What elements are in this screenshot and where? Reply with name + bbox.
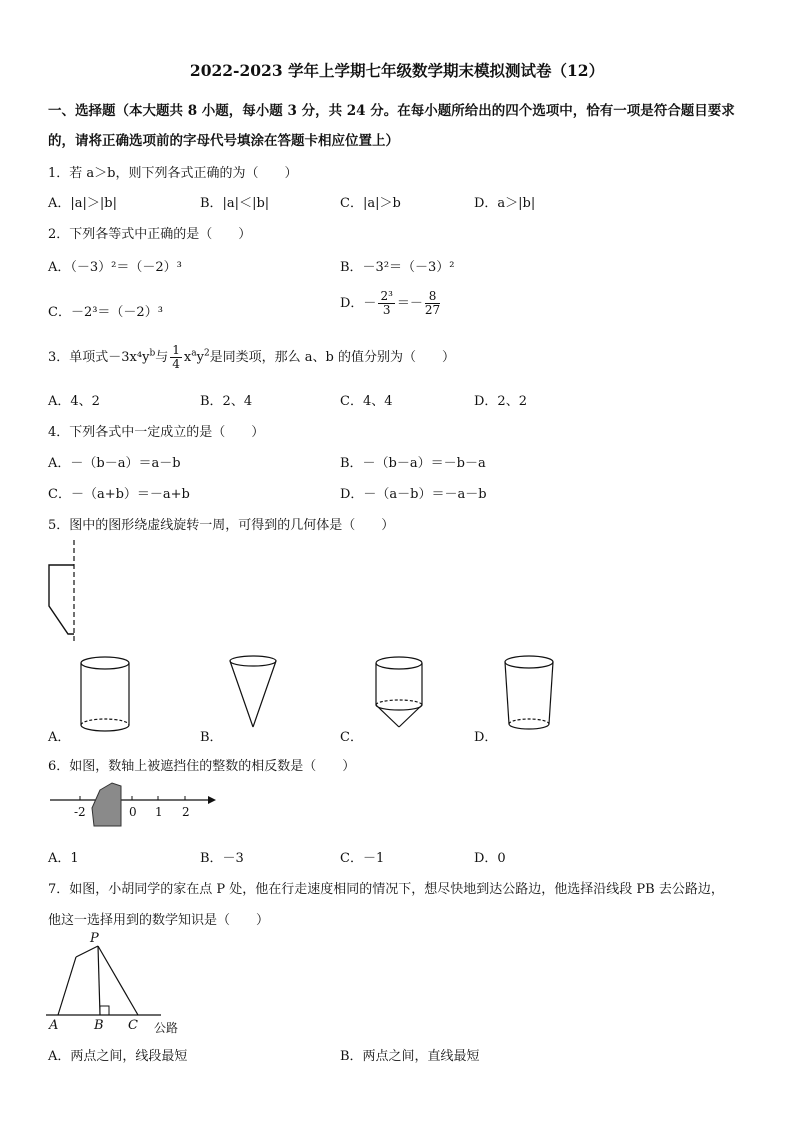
q2-d-den2: 27 — [424, 303, 441, 317]
q3-frac-den: 4 — [172, 357, 180, 371]
q3-option-a[interactable]: A．4、2 — [48, 394, 100, 409]
q2-d-num2: 8 — [425, 290, 440, 304]
q7-label-c: C — [128, 1018, 138, 1033]
q3-option-c[interactable]: C．4、4 — [340, 394, 393, 409]
q2-option-c[interactable]: C．－2³＝（－2）³ — [48, 305, 163, 320]
q7-label-b: B — [94, 1018, 104, 1033]
q6-option-a[interactable]: A．1 — [48, 851, 79, 866]
q5-option-b-cone-icon — [226, 654, 280, 730]
q7-road-figure — [46, 930, 186, 1030]
q3-stem — [48, 344, 455, 371]
page-title: 2022-2023 学年上学期七年级数学期末模拟测试卷（12） — [189, 61, 605, 80]
q5-option-c-cylinder-cone-icon — [370, 655, 428, 731]
q5-rotation-figure — [40, 538, 90, 643]
q6-tick-label-neg2: -2 — [74, 805, 86, 819]
q5-stem: 5．图中的图形绕虚线旋转一周，可得到的几何体是（ ） — [48, 518, 395, 533]
q3-stem-y: y — [196, 350, 204, 365]
q3-stem-part-f: 是同类项，那么 a、b 的值分别为（ ） — [209, 350, 456, 365]
q2-d-den1: 3 — [382, 303, 391, 317]
q5-shape-outline — [49, 565, 74, 634]
q7-option-a[interactable]: A．两点之间，线段最短 — [48, 1049, 188, 1064]
q3-option-b[interactable]: B．2、4 — [200, 394, 253, 409]
q1-stem: 1．若 a＞b，则下列各式正确的为（ ） — [48, 166, 298, 181]
q7-stem-line2: 他这一选择用到的数学知识是（ ） — [48, 913, 270, 928]
q6-axis-arrow — [208, 796, 216, 804]
q6-option-d[interactable]: D．0 — [474, 851, 506, 866]
q1-option-c[interactable]: C．|a|＞b — [340, 196, 401, 211]
q2-option-b[interactable]: B．－3²＝（－3）² — [340, 260, 455, 275]
section-instructions-line1: 一、选择题（本大题共 8 小题，每小题 3 分，共 24 分。在每小题所给出的四个选项中，恰有一项是符合题目要求 — [48, 103, 735, 119]
q6-option-b[interactable]: B．－3 — [200, 851, 244, 866]
q3-frac-num: 1 — [172, 343, 180, 357]
q5-option-d-cup-icon — [502, 654, 558, 732]
q7-label-road: 公路 — [154, 1021, 179, 1035]
section-instructions-line2: 的，请将正确选项前的字母代号填涂在答题卡相应位置上） — [48, 133, 399, 149]
q4-option-d[interactable]: D．－（a－b）＝－a－b — [340, 487, 487, 502]
q3-stem-part-a: 3．单项式－3x⁴y — [48, 350, 150, 365]
q7-right-angle-mark — [100, 1006, 109, 1015]
q6-stem: 6．如图，数轴上被遮挡住的整数的相反数是（ ） — [48, 759, 356, 774]
q2-stem: 2．下列各等式中正确的是（ ） — [48, 227, 252, 242]
q6-tick-label-0: 0 — [129, 805, 137, 819]
q5-option-d[interactable]: D． — [474, 730, 498, 745]
q7-stem-line1: 7．如图，小胡同学的家在点 P 处，他在行走速度相同的情况下，想尽快地到达公路边，他选择沿线段 PB 去公路边， — [48, 882, 724, 897]
q4-option-b[interactable]: B．－（b－a）＝－b－a — [340, 456, 486, 471]
q7-label-a: A — [49, 1018, 59, 1033]
q2-d-prefix: D．－ — [340, 296, 377, 311]
q4-option-c[interactable]: C．－（a+b）＝－a+b — [48, 487, 190, 502]
q3-fraction — [170, 344, 182, 371]
q7-option-b[interactable]: B．两点之间，直线最短 — [340, 1049, 480, 1064]
q3-stem-part-c: 与 — [155, 350, 169, 365]
q4-option-a[interactable]: A．－（b－a）＝a－b — [48, 456, 181, 471]
q5-option-a[interactable]: A． — [48, 730, 71, 745]
q3-stem-b-sup: b — [149, 348, 156, 359]
q2-d-fraction-2 — [425, 290, 440, 317]
q7-segment-pb — [98, 946, 100, 1015]
q2-d-fraction-1 — [378, 290, 394, 317]
q6-tick-label-1: 1 — [155, 805, 163, 819]
q5-option-c[interactable]: C． — [340, 730, 363, 745]
q1-option-a[interactable]: A．|a|＞|b| — [48, 196, 117, 211]
q7-segment-pc — [98, 946, 138, 1015]
q6-tick-label-2: 2 — [182, 805, 190, 819]
q1-option-b[interactable]: B．|a|＜|b| — [200, 196, 270, 211]
q2-d-mid: ＝－ — [396, 296, 423, 311]
q3-stem-x: x — [183, 350, 192, 365]
q6-option-c[interactable]: C．－1 — [340, 851, 385, 866]
q7-label-p: P — [90, 931, 99, 946]
q5-option-b[interactable]: B． — [200, 730, 223, 745]
q5-option-a-cylinder-icon — [78, 655, 134, 733]
q4-stem: 4．下列各式中一定成立的是（ ） — [48, 425, 265, 440]
q6-blocking-shape — [92, 783, 121, 826]
q1-option-d[interactable]: D．a＞|b| — [474, 196, 536, 211]
q3-option-d[interactable]: D．2、2 — [474, 394, 527, 409]
q2-option-d[interactable] — [340, 290, 442, 317]
q7-segment-pa — [58, 957, 76, 1015]
q2-d-num1: 2³ — [380, 289, 393, 303]
q3-stem-2-sup: 2 — [203, 348, 210, 359]
q2-option-a[interactable]: A．（－3）²＝（－2）³ — [48, 260, 182, 275]
q3-stem-a-sup: a — [191, 348, 197, 359]
